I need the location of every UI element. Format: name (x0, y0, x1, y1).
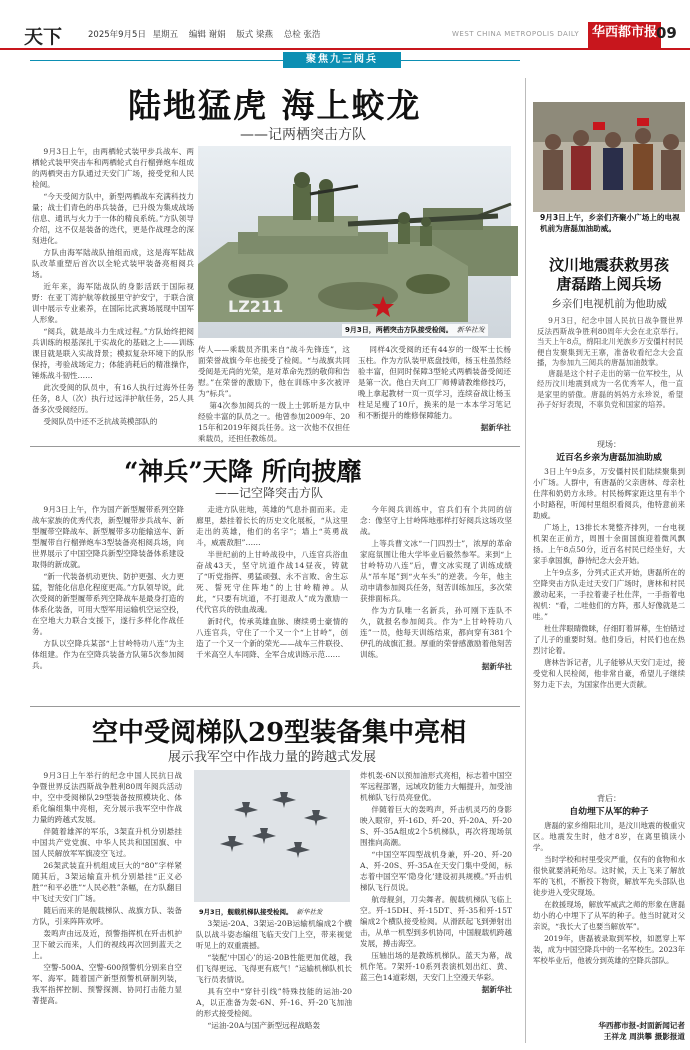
article3-subtitle: 展示我军空中作战力量的跨越式发展 (168, 750, 377, 765)
svg-text:LZ211: LZ211 (228, 297, 284, 316)
side-subtitle: 乡亲们电视机前为他助威 (551, 298, 667, 310)
section-banner: 聚焦九三阅兵 (283, 52, 401, 68)
article1-photo (198, 146, 511, 338)
article2-divider (30, 706, 520, 707)
header-proof: 总检 张浩 (283, 30, 321, 40)
article2-col1: 9月3日上午，作为国产新型履带系列空降战车家族的优秀代表，新型履带步兵战车、新型履带空降战车、新型履带多功能输送车、新型履带自行榴弹炮车3型装备亮相阅兵场，向世界展示了中国空降兵新型空降装备体系建设取得的新成就。 “新一代装备机动更快、防护更强、火力更猛，智能化信息化程度更高。”方队领导说，此次受阅的新型履带系列空降战车是最身打造的体系化装备，可用大型军用运输机空运空投，在空地大力联合支援下，遂行多样化作战任务。 方队以空降兵某部“上甘岭特功八连”为主体组建。作为在空降兵装备方队第5次参加阅兵。 (32, 505, 184, 670)
article2-col2: 走进方队驻地，英雄的气息扑面而来。走廊里，悬挂着长长的历史文化展板，“从这里走出的英雄，他们的名字”；墙上“英勇战斗，威震敌胆”…… 半世纪前的上甘岭战役中，八连官兵浴血奋战43天，坚守坑道作战14昼夜，铸就了“听党指挥、勇猛顽强、永不言败、舍生忘死、誓死守住阵地”的上甘岭精神。从此，“只要有坑道，不打退敌人”成为激励一代代官兵的铁血战魂。 新时代，传承英雄血脉、赓续勇士豪情的八连官兵，守住了一个又一个“上甘岭”，创造了一个又一个新的荣光——战车三件联役、千米高空人车同降、全军合成训练示范…… (196, 505, 348, 659)
article1-col1: 9月3日上午，由两栖轮式装甲步兵战车、两栖轮式装甲突击车和两栖轮式自行榴弹炮车组成的两栖突击方队通过天安门广场，接受党和人民检阅。 “今天受阅方队中，新型两栖战车充满科技力量；战士们青色的串兵装备，已升级为集成战场信息、通讯与火力于一体的精良系统。”方队领导介绍，这不仅是装备的迭代，更是作战理念的深刻进化。 方队由海军陆战队抽组而成，这是海军陆战队改革重塑后首次以全轮式装甲装备亮相阅兵场。 近年来，海军陆战队的身影活跃于国际视野：在亚丁湾护航等救援里守护安宁，于联合演训中展示专业素养，在国际比武赛场展现中国军人形象。 “阅兵，就是战斗力生成过程。”方队始终把阅兵训练的根基深扎于实战化的基础之上——训练课目就是联入实战背景；模拟复杂环境下的队形保持，考验战场定力；体能消耗后的精准操作，锤炼战斗韧性…… 此次受阅的队员中，有16人执行过海外任务任务，8人（次）执行过远洋护航任务，25人具备多次受阅经历。 受阅队员中还不乏抗战英模部队的 (32, 147, 194, 426)
banner-line-right (401, 60, 520, 61)
side-section1: 现场： 近百名乡亲为唐磊加油助威 (556, 440, 662, 463)
column-divider (525, 78, 526, 1043)
article2-subtitle: ——记空降突击方队 (215, 486, 324, 500)
side-notice: 9月3日，纪念中国人民抗日战争暨世界反法西斯战争胜利80周年大会在北京举行。当天上午8点，绵阳北川羌族乡万安僵村村民便自发聚集到无王寨，准备收看纪念大会直播，为参加九三阅兵的唐磊加油鼓掌。 唐磊是这个村子走出的第一位军校生，从经历汶川地震到成为一名优秀军人，他一直是家里的骄傲。唐磊的妈妈方永珍说，希望孙子好好表现，不辜负党和国家的培养。 (537, 316, 683, 409)
article3-photo (194, 770, 350, 902)
article1-divider (30, 446, 520, 447)
article3-title: 空中受阅梯队29型装备集中亮相 (92, 718, 467, 748)
header-date: 2025年9月5日 (88, 30, 146, 40)
article1-col2: 传人——乘载员齐肌来自“战斗先锋连”，这面荣誉战旗今年也接受了检阅。“与战旗共同受阅是无尚的光荣，是对革命先烈的敬仰和告慰。”在荣誉的激励下，他在训练中多次被评为“标兵”。 第4次参加阅兵的一级上士郭昕是方队中经验丰富的队员之一。他曾参加2009年、2015年和2019年阅兵任务。这一次他不仅担任乘载员，还担任教练员。 (198, 345, 350, 443)
article1-credit: 据新华社 (480, 423, 511, 432)
article2-title: “神兵”天降 所向披靡 (124, 457, 362, 486)
header-info (88, 28, 320, 40)
article1-col3: 同样4次受阅的还有44岁的一级军士长杨玉柱。作为方队装甲底盘技师，杨玉柱虽然经验丰富，但同时保障3型轮式两栖装备受阅还是第一次。他白天向工厂师傅请教维修技巧，晚上拿起教材一页一页学习，连续奋战让杨玉柱足足瘦了10斤，换来的是一本本学习笔记和不断提升的维修保障能力。 据新华社 (358, 345, 511, 432)
article1-title: 陆地猛虎 海上蛟龙 (128, 86, 422, 125)
section-name: 天下 (24, 26, 63, 48)
side-body1: 3日上午9点多，万安僵村民们陆续聚集到小广场。人群中，有唐磊的父亲唐林、母亲杜仕萍和奶奶方永珍。村民杨辉家距这里有半个小时路程，听闻村里组织看阅兵，他特意前来助威。 广场上，13排长木凳整齐排列，一台电视机架在正前方，周围十余面国旗迎着微风飘扬。上午8点50分，近百名村民已经坐好，大家手拿国旗，静待纪念大会开始。 上午9点多，分列式正式开始，唐磊所在的空降突击方队走过天安门广场时，唐林和村民激动起来，一手拉着妻子杜仕萍，一手指着电视机：“看，二哇他们的方阵，那人好像就是二哇。” 杜仕萍眼睛微眯，仔细盯着屏幕，生怕错过了儿子的重要时刻。他们身后，村民们也在热烈讨论着。 唐林告诉记者，儿子能够从天安门走过，接受党和人民检阅，他非常自豪，希望儿子继续努力走下去，为国家作出更大贡献。 (533, 467, 685, 689)
article3-credit: 据新华社 (481, 985, 512, 994)
side-credit: 华西都市报-封面新闻记者 王祥龙 周洪攀 摄影报道 (598, 1021, 685, 1041)
side-photo-caption: 9月3日上午，乡亲们齐聚小广场上的电视机前为唐磊加油助威。 (540, 213, 680, 233)
side-body2: 唐磊的家乡绵阳北川，是汶川地震的极重灾区。地震发生时，他才8岁，在离里镇读小学。 当时学校和村里受灾严重，仅有的食物和水很快就要消耗殆尽。这时候，天上飞来了解放军的飞机，不断投下物资，解放军先头部队也徒步进入受灾现场。 在救援现场，解放军威武之师的形象在唐磊幼小的心中埋下了从军的种子。他当时就对父亲说，“我长大了也要当解放军”。 2019年，唐磊被录取到军校，如愿穿上军装，成为中国空降兵中的一名军校生。2023年军校毕业后，他被分到英雄的空降兵部队。 (533, 821, 685, 965)
article1-subtitle: ——记两栖突击方队 (240, 127, 366, 143)
header-layout: 版式 梁燕 (236, 30, 273, 40)
header-english: WEST CHINA METROPOLIS DAILY (452, 30, 580, 38)
article1-photo-caption: 9月3日，两栖突击方队接受检阅。 新华社发 (342, 324, 488, 336)
article2-credit: 据新华社 (481, 662, 512, 671)
side-title: 汶川地震获救男孩 唐磊踏上阅兵场 (548, 256, 669, 293)
article2-col3: 今年阅兵训练中，官兵们有个共同的信念：像坚守上甘岭阵地那样打好阅兵这场攻坚战。 上等兵曹文冰“一门四烈士”，浓厚的革命家庭氛围让他大学毕业后毅然参军。来到“上甘岭特功八连”后，曹文冰实现了训练成绩从“吊车尾”到“火车头”的逆袭。今年，他主动申请参加阅兵任务，刻苦训练加压，多次荣获排面标兵。 作为方队唯一名新兵，孙可刚下连队不久，就报名参加阅兵。作为“上甘岭特功八连”一员，他每天训练结束，都向穿有381个伊孔的战旗汇报。厚重的荣誉感激励着他刻苦训练。 据新华社 (360, 505, 512, 671)
banner-line-left (30, 60, 283, 61)
side-photo (533, 102, 685, 212)
article3-col1: 9月3日上午举行的纪念中国人民抗日战争暨世界反法西斯战争胜利80周年阅兵活动中，空中受阅梯队29型装备按照模块化、体系化编组集中亮相，充分展示我军空中作战力量的跨越式发展。 伴随着雄浑的军乐，3架直升机分别悬挂中国共产党党旗、中华人民共和国国旗、中国人民解放军军旗凌空飞过。 26架武装直升机组成巨大的“80”字样紧随其后，3架运输直升机分别悬挂“正义必胜”“和平必胜”“人民必胜”条幅，在方队翻目中飞过天安门广场。 随后而来的是舰载梯队、战旗方队、装备方队，引来阵阵欢呼。 轰鸣声由远及近，预警指挥机在歼击机护卫下破云而来，人们的视线再次回到蓝天之上。 空警-500A、空警-600预警机分别来自空军、海军。随着国产新型预警机研制列装，我军指挥控制、预警探测、协同打击能力显著提高。 (32, 771, 182, 1005)
article3-col3: 炸机轰-6N以预加油形式亮相，标志着中国空军远程部署，远域攻防能力大幅提升，加受油机梯队飞行员亮登优。 伴随着巨大的轰鸣声，歼击机灵巧的身影映入眼帘，歼-16D、歼-20、歼-20A、歼-20S、歼-35A组成2个5机梯队，再次将现场氛围推向高潮。 “中国空军四型战机身兼，歼-20、歼-20A、歼-20S、歼-35A在天安门集中受阅，标志着中国空军‘隐身化’建设初具规模。”歼击机梯队飞行员说。 航母舰剑，刀尖舞者。舰载机梯队飞临上空。歼-15DH、歼-15DT、歼-35和歼-15T编成2个横队接受检阅。从滑跃起飞到弹射出击，从单一机型到多机协同，中国舰载机跨越发展，搏击海空。 压轴出场的是教练机梯队。蓝天为幕，战机作笔。7架歼-10系列表演机划出红、黄、蓝三色14道彩烟，天安门上空漫天华彩。 据新华社 (360, 771, 512, 994)
header-editor: 编辑 谢娟 (188, 30, 226, 40)
header-weekday: 星期五 (152, 30, 179, 40)
villagers-illustration (533, 102, 685, 212)
page-number: 09 (656, 24, 677, 42)
amphibious-vehicle-illustration (198, 146, 511, 338)
aircraft-formation-illustration (194, 770, 350, 902)
article3-photo-caption: 9月3日，舰载机梯队接受检阅。 新华社发 (196, 906, 326, 917)
article3-col2b: 3架运-20A、3架运-20B运输机编成2个横队以战斗姿态编组飞临天安门上空，带来视觉听见上的双重震撼。 “装配‘中国心’的运-20B性能更加优越，我们飞得更远、飞得更有底气！”运输机梯队机长飞行员表情说。 具有空中“穿针引线”特殊技能的运油-20A，以正准备为轰-6N、歼-16、歼-20飞加油的形式接受检阅。 “运油-20A与国产新型远程战略轰 (196, 919, 352, 1030)
side-section2: 背后： 自幼埋下从军的种子 (569, 794, 649, 817)
newspaper-logo: 华西都市报 (588, 22, 661, 48)
